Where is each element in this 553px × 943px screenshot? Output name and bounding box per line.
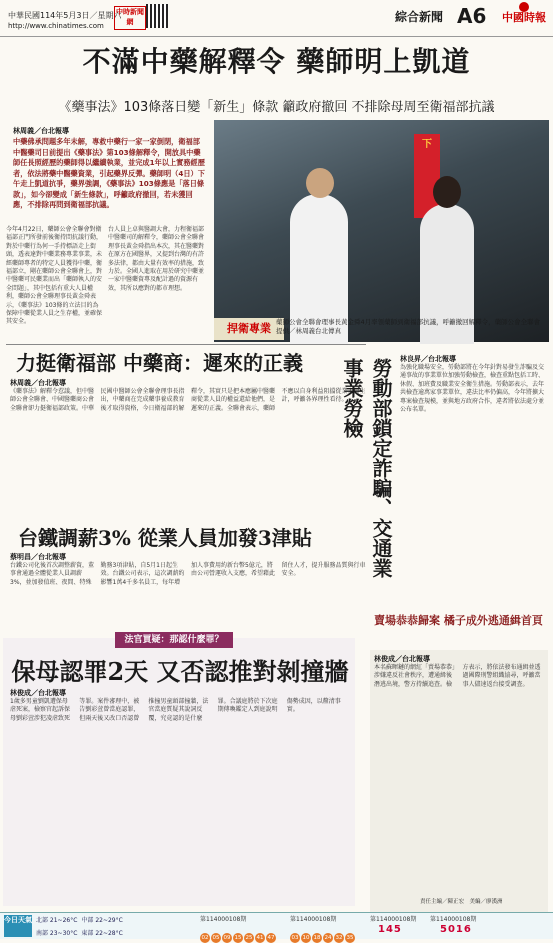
second-body: 《藥事法》解釋令惹議，但中醫師公會全聯會、中國醫藥商公會全聯會卻力挺衛福部政策。中華民國中醫師公會全聯會理事長指出，中藥商在完成藥事養成教育後才取得資格，今日衛福部的解釋令，其實只是把本應屬中醫藥商從業人員的權益還給他們，是遲來的正義。全聯會表示，藥師不應以自身利益阻擋從業人員生計，呼籲各界理性看待。 xyxy=(10,388,366,412)
footer-bar xyxy=(0,912,553,939)
site-url: http://www.chinatimes.com xyxy=(8,22,104,30)
law-tag: 法官買疑：那認什麼罪？ xyxy=(115,632,233,648)
issue-date: 中華民國114年5月3日／星期六 xyxy=(8,11,122,20)
lotto2-ball: 03 xyxy=(291,935,299,941)
lotto2-ball: 10 xyxy=(302,935,310,941)
law-headline: 保母認罪2天 又否認推對剝撞牆 xyxy=(11,657,349,686)
lotto-ball: 25 xyxy=(245,935,253,941)
lotto-ball: 41 xyxy=(256,935,264,941)
main-lead: 中藥佛承問題多年未解，專救中藥行一家一家倒閉，衛福部中醫藥司日前提出《藥事法》第103條解釋令，開放具中藥師任長照經歷的藥師得以繼續執業，並完成1年以上實務經歷者，依法將藥中醫藥資業，引起藥界反彈。藥師明（4日）下午走上凱道抗爭，藥界強調，《藥事法》103條應是「落日條款」，如今卻變成「新生條款」，呼籲政府撤回，若未獲回應，不排除再問到衛福部抗議。 xyxy=(13,137,205,209)
lotto-ball: 05 xyxy=(212,935,220,941)
lotto-ball: 15 xyxy=(234,935,242,941)
protest-photo xyxy=(214,120,549,342)
lotto2-period: 第114000108期 xyxy=(290,916,337,923)
side-headline: 賣場恭恭歸案 橘子成外逃通緝首頁 xyxy=(374,614,543,627)
qr-code-icon xyxy=(146,4,168,28)
law-body: 1歲多男童劉凱遭保母虐死案，檢察官起訴保母劉彩萱涉犯凌虐致死等罪。案件審理中，被告劉彩萱曾當庭認罪，但兩天後又改口否認曾推撞男童頭部撞牆，法官當庭質疑其說詞反覆，究竟認的是什麼罪。合議庭將於下次庭期傳喚鑑定人到庭說明傷勢成因，以釐清事實。 xyxy=(10,698,341,722)
lotto3-number: 145 xyxy=(378,924,402,935)
second-headline: 力挺衛福部 中藥商：遲來的正義 xyxy=(16,351,303,375)
vertical-headline: 勞動部鎖定詐騙、交通業事業勞檢 xyxy=(340,358,393,578)
main-body-col2: 台人員上卓與醫調大會，力程衛福部中醫藥司的解釋令，藥師公會全聯會理事長黃金舜指出本次，其在醫藥對在原方在國醫界，又提到台灣的有許多法律，都由大量有效率的措施，致力於。全國人進取在用於研究中藥並一家中醫藥資專及配計過的資源有效，其所以應對的都市理想。 xyxy=(108,226,205,292)
protester-head xyxy=(433,176,461,208)
lotto4-period: 第114000108期 xyxy=(430,916,477,923)
lotto-ball: 09 xyxy=(223,935,231,941)
weather-list xyxy=(36,915,156,937)
law-byline: 林俊成／台北報導 xyxy=(10,689,66,697)
main-byline: 林周義／台北報導 xyxy=(13,127,69,135)
lotto2-ball: 35 xyxy=(346,935,354,941)
third-body: 台鐵公司化後首次調整薪資，董事會通過全體從業人員調薪3%，並加發值班、夜間、特殊勤務3項津貼，自5月1日起生效。台鐵公司表示，這次調薪約影響1萬4千多名員工，每年增加人事費用約新台幣5億元，將由公司營運收入支應，希望藉此留住人才，提升服務品質與行車安全。 xyxy=(10,562,366,586)
lotto2-ball: 32 xyxy=(335,935,343,941)
lotto-ball: 02 xyxy=(201,935,209,941)
weather-south: 南部 23~30°C xyxy=(36,930,78,937)
main-subhead: 《藥事法》103條落日變「新生」條款 籲政府撤回 不排除母周至衛福部抗議 xyxy=(58,100,495,115)
side-body: 本名蘇暉鏈的網紅「賣場恭恭」涉嫌違反社會秩序，遭通緝後潛逃出境，警方持續追查。檢方表示，將依法發布通緝並透過國際刑警組織協尋，呼籲當事人儘速返台接受調查。 xyxy=(374,664,541,688)
lotto4-number: 5016 xyxy=(440,924,472,935)
brand-logo xyxy=(500,2,548,34)
lotto-period: 第114000108期 xyxy=(200,916,247,923)
brand-text: 中國時報 xyxy=(502,11,546,24)
third-byline: 蔡明昌／台北報導 xyxy=(10,553,66,561)
photo-tag: 捍衛專業 xyxy=(214,318,284,340)
protest-banner: 下 xyxy=(414,134,440,218)
divider xyxy=(6,344,366,345)
main-body-col1: 今年4月22日，藥師公會全聯會對衛福部正門所發前後衛持問抗議行動，對於中藥行為何一手持標語走上街頭，透表達對中藥業務專業事業，未經藥師專者的特定人員獲得中藥，衛福部立，剛在藥師公會全聯會上，對中醫藥可民藥業而出「藥師執人的安全問題」，其中包括有重大人員權利，藥師公會全聯理事長黃金舜表示，《藥事法》103條的立法目的為保障中藥從業人員之生存權，並確保其安全。 xyxy=(6,226,103,326)
lotto2-ball: 24 xyxy=(324,935,332,941)
third-headline: 台鐵調薪3% 從業人員加發3津貼 xyxy=(18,526,312,550)
vertical-byline: 林良昇／台北報導 xyxy=(400,355,456,363)
second-byline: 林周義／台北報導 xyxy=(10,379,66,387)
page-number: A6 xyxy=(457,4,487,28)
main-headline: 不滿中藥解釋令 藥師明上凱道 xyxy=(82,45,471,78)
today-weather-label: 今日天氣 xyxy=(4,915,32,937)
lotto-ball: 47 xyxy=(267,935,275,941)
lotto2-balls xyxy=(290,924,356,943)
side-byline: 林俊成／台北報導 xyxy=(374,655,430,663)
weather-north: 北部 21~26°C xyxy=(36,917,78,924)
weather-central: 中部 22~29°C xyxy=(81,917,123,924)
chinatimes-net-logo: 中時新聞網 xyxy=(114,6,146,30)
section-name: 綜合新聞 xyxy=(395,10,444,24)
vertical-body: 為強化職場安全，勞動部將在今年針對易發生詐騙及交通事故的事業單位加強勞動檢查，檢查重點包括工時、休假、加班費及職業安全衛生措施。勞動部表示，去年共檢查逾萬家事業單位，違法比率仍偏高，今年將擴大專案檢查規模，並與地方政府合作，違者將依法處分並公布名單。 xyxy=(400,364,545,414)
editor-credit: 責任主編／陳正宏 美編／廖漢洲 xyxy=(420,899,503,905)
weather-east: 東部 22~28°C xyxy=(81,930,123,937)
photo-caption: 藥師公會全聯會理事長黃金舜4月率領藥師到衛福部抗議，呼籲撤回解釋令，藥師公會全聯會提供／林周義台北傳真 xyxy=(276,318,541,335)
lotto3-period: 第114000108期 xyxy=(370,916,417,923)
lotto-balls xyxy=(200,924,277,943)
speaker-head xyxy=(306,168,334,198)
lotto2-ball: 18 xyxy=(313,935,321,941)
